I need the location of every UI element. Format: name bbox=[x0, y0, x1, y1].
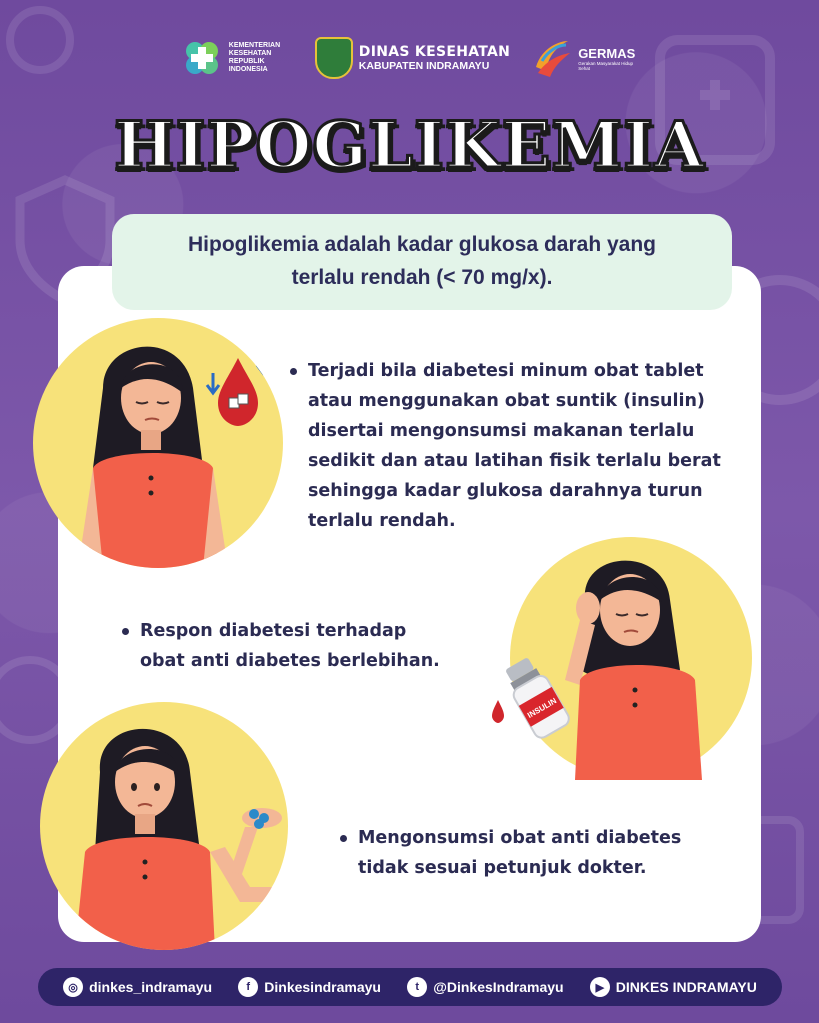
bullet-3-line: Mengonsumsi obat anti diabetes bbox=[358, 828, 682, 848]
definition-line-1: Hipoglikemia adalah kadar glukosa darah yang bbox=[188, 233, 656, 257]
twitter-handle: @DinkesIndramayu bbox=[433, 979, 564, 995]
social-footer bbox=[38, 968, 782, 1006]
youtube-link[interactable] bbox=[590, 977, 757, 997]
definition-box bbox=[112, 214, 732, 310]
bullet-2 bbox=[140, 616, 480, 676]
definition-line-2: terlalu rendah (< 70 mg/x). bbox=[291, 266, 553, 289]
youtube-icon: ▶ bbox=[590, 977, 610, 997]
insulin-label: INSULIN bbox=[525, 696, 559, 720]
definition-text bbox=[188, 229, 656, 294]
facebook-icon: f bbox=[238, 977, 258, 997]
kemkes-text bbox=[229, 42, 293, 74]
bullet-1-line: Terjadi bila diabetesi minum obat tablet bbox=[308, 361, 704, 381]
kemkes-logo bbox=[181, 37, 293, 79]
germas-title: GERMAS bbox=[578, 45, 636, 61]
headache-woman-illustration bbox=[480, 530, 770, 790]
bullet-3-line: tidak sesuai petunjuk dokter. bbox=[358, 858, 647, 878]
instagram-handle: dinkes_indramayu bbox=[89, 979, 213, 995]
illustration-circle-3 bbox=[40, 702, 288, 950]
bullet-dot bbox=[340, 835, 347, 842]
facebook-handle: Dinkesindramayu bbox=[264, 979, 381, 995]
kemkes-line: REPUBLIK bbox=[228, 58, 265, 65]
bullet-dot bbox=[290, 368, 297, 375]
twitter-icon: t bbox=[407, 977, 427, 997]
bullet-1-line: terlalu rendah. bbox=[308, 511, 456, 531]
header-logos bbox=[0, 30, 819, 86]
dizzy-woman-illustration bbox=[33, 318, 283, 568]
bullet-dot bbox=[122, 628, 129, 635]
dinas-title: DINAS KESEHATAN bbox=[358, 44, 511, 60]
bullet-3 bbox=[358, 823, 718, 883]
kemkes-line: KEMENTERIAN bbox=[228, 42, 281, 49]
illustration-circle-1 bbox=[33, 318, 283, 568]
bullet-1-line: sedikit dan atau latihan fisik terlalu berat bbox=[308, 451, 721, 471]
page-title: HIPOGLIKEMIA bbox=[114, 108, 705, 183]
dinas-subtitle: KABUPATEN INDRAMAYU bbox=[358, 60, 490, 72]
kemkes-line: INDONESIA bbox=[228, 66, 268, 73]
bullet-2-line: Respon diabetesi terhadap bbox=[140, 621, 407, 641]
worried-woman-illustration bbox=[40, 702, 288, 950]
instagram-link[interactable] bbox=[63, 977, 212, 997]
dinas-logo bbox=[315, 37, 510, 79]
bullet-1 bbox=[308, 356, 768, 536]
twitter-link[interactable] bbox=[407, 977, 563, 997]
germas-tagline: Gerakan Masyarakat Hidup Sehat bbox=[578, 60, 633, 71]
kemkes-emblem-icon bbox=[181, 37, 223, 79]
bullet-2-line: obat anti diabetes berlebihan. bbox=[140, 651, 440, 671]
instagram-icon: ◎ bbox=[63, 977, 83, 997]
bullet-1-line: atau menggunakan obat suntik (insulin) bbox=[308, 391, 705, 411]
germas-logo bbox=[532, 37, 638, 79]
bullet-1-line: sehingga kadar glukosa darahnya turun bbox=[308, 481, 703, 501]
facebook-link[interactable] bbox=[238, 977, 381, 997]
kemkes-line: KESEHATAN bbox=[228, 50, 272, 57]
youtube-handle: DINKES INDRAMAYU bbox=[615, 979, 757, 995]
indramayu-seal-icon bbox=[315, 37, 353, 79]
germas-swoosh-icon bbox=[532, 37, 572, 79]
bullet-1-line: disertai mengonsumsi makanan terlalu bbox=[308, 421, 695, 441]
